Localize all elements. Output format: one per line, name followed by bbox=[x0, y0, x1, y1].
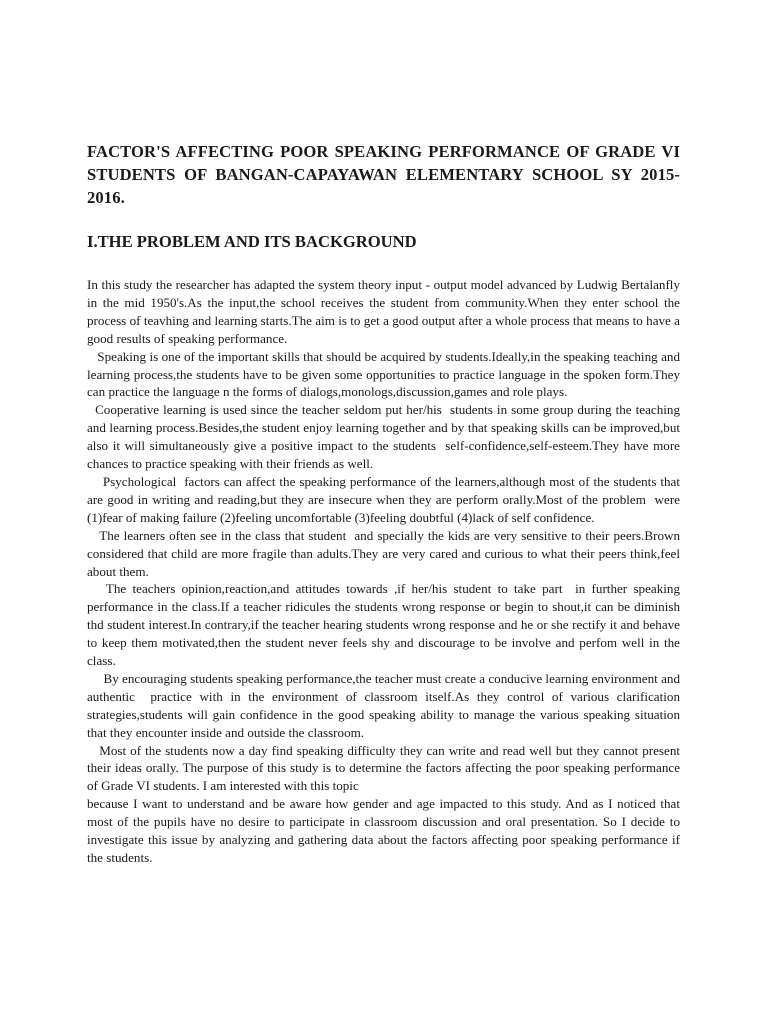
paragraph-encouraging: By encouraging students speaking performance,the teacher must create a conducive learning environment and authentic practice with in the environment of classroom itself.As they control of various clarification strategies,students will gain confidence in the good speaking ability to manage the various speaking situation that they encounter inside and outside the classroom. bbox=[87, 670, 684, 740]
paragraph-intro: In this study the researcher has adapted the system theory input - output model advanced by Ludwig Bertalanfly in the mid 1950's.As the input,the school receives the student from community.When they enter school the process of teavhing and learning starts.The aim is to get a good output after a whole process that means to have a good results of speaking performance. bbox=[87, 277, 684, 346]
document-title: FACTOR'S AFFECTING POOR SPEAKING PERFORMANCE OF GRADE VI STUDENTS OF BANGAN-CAPAYAWAN ELEMENTARY SCHOOL SY 2015-2016. bbox=[87, 142, 680, 207]
section-heading: I.THE PROBLEM AND ITS BACKGROUND bbox=[87, 232, 417, 251]
paragraph-peers: The learners often see in the class that student and specially the kids are very sensitive to their peers.Brown considered that child are more fragile than adults.They are very cared and curious to what their peers think,feel about them. bbox=[87, 527, 684, 579]
paragraph-psychological: Psychological factors can affect the speaking performance of the learners,although most of the students that are good in writing and reading,but they are insecure when they are perform orally.Most of the problem were (1)fear of making failure (2)feeling uncomfortable (3)feeling doubtful (4)lack of self confidence. bbox=[87, 473, 684, 525]
paragraph-purpose: Most of the students now a day find speaking difficulty they can write and read well but they cannot present their ideas orally. The purpose of this study is to determine the factors affecting the poor speaking performance of Grade VI students. I am interested with this topic bbox=[87, 742, 684, 794]
document-page bbox=[87, 140, 684, 867]
paragraph-motivation: because I want to understand and be aware how gender and age impacted to this study. And as I noticed that most of the pupils have no desire to participate in classroom discussion and oral presentation. So I decide to investigate this issue by analyzing and gathering data about the factors affecting poor speaking performance if the students. bbox=[87, 796, 684, 865]
paragraph-teachers: The teachers opinion,reaction,and attitudes towards ,if her/his student to take part in further speaking performance in the class.If a teacher ridicules the students wrong response or begin to shout,it can be diminish thd student interest.In contrary,if the teacher hearing students wrong response and he or she rectify it and behave to keep them motivated,then the student never feels shy and discourage to be involve and perfom well in the class. bbox=[87, 581, 684, 669]
body-text bbox=[87, 276, 684, 867]
paragraph-speaking: Speaking is one of the important skills that should be acquired by students.Ideally,in the speaking teaching and learning process,the students have to be given some opportunities to practice language in the spoken form.They can practice the language n the forms of dialogs,monologs,discussion,games and role plays. bbox=[87, 348, 684, 400]
paragraph-cooperative: Cooperative learning is used since the teacher seldom put her/his students in some group during the teaching and learning process.Besides,the student enjoy learning together and by that speaking skills can be improved,but also it will simultaneously give a positive impact to the students self-confidence,self-esteem.They have more chances to practice speaking with their friends as well. bbox=[87, 402, 684, 472]
